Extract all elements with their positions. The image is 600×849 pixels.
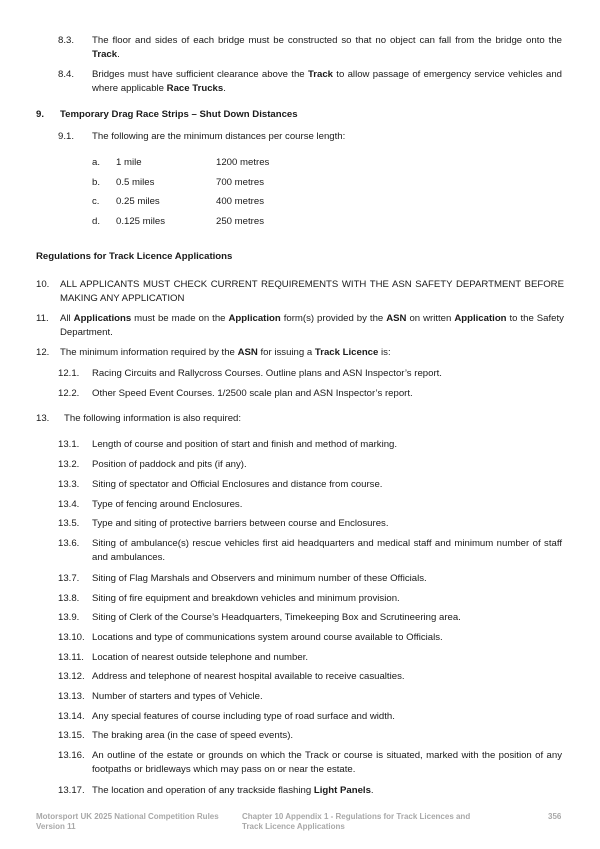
clause-13-8 bbox=[58, 592, 562, 606]
clause-number: 13.7. bbox=[58, 573, 80, 584]
clause-13-1 bbox=[58, 438, 562, 452]
section-9-heading bbox=[36, 108, 298, 122]
clause-13-7 bbox=[58, 572, 562, 586]
distance-letter: a. bbox=[92, 157, 101, 168]
footer-chapter-line: Chapter 10 Appendix 1 - Regulations for Track Licences and bbox=[242, 812, 471, 821]
shutdown-distance: 1200 metres bbox=[216, 157, 270, 168]
course-length: 0.25 miles bbox=[116, 196, 160, 207]
footer-chapter-line: Track Licence Applications bbox=[242, 822, 345, 831]
clause-number: 13.13. bbox=[58, 691, 85, 702]
clause-text: Siting of spectator and Official Enclosures and distance from course. bbox=[92, 479, 383, 490]
clause-text: ALL APPLICANTS MUST CHECK CURRENT REQUIREMENTS WITH THE ASN SAFETY DEPARTMENT BEFORE MAKING ANY APPLICATION bbox=[60, 279, 564, 304]
course-length: 0.125 miles bbox=[116, 216, 166, 227]
distance-row bbox=[92, 176, 264, 190]
clause-10 bbox=[36, 278, 564, 306]
clause-number: 13.15. bbox=[58, 730, 85, 741]
clause-13-12 bbox=[58, 670, 562, 684]
shutdown-distance: 700 metres bbox=[216, 177, 264, 188]
clause-13-5 bbox=[58, 517, 562, 531]
clause-text: Type of fencing around Enclosures. bbox=[92, 499, 243, 510]
clause-number: 13.4. bbox=[58, 499, 80, 510]
clause-text: An outline of the estate or grounds on which the Track or course is situated, marked with the position of any footpaths or bridleways which may pass on or near the estate. bbox=[92, 750, 562, 775]
distance-row bbox=[92, 195, 264, 209]
clause-text: Length of course and position of start and finish and method of marking. bbox=[92, 439, 398, 450]
clause-text: All Applications must be made on the Application form(s) provided by the ASN on written Application to the Safety Department. bbox=[60, 313, 564, 338]
section-title: Temporary Drag Race Strips – Shut Down Distances bbox=[60, 109, 298, 120]
clause-8-4 bbox=[58, 68, 562, 96]
shutdown-distance: 250 metres bbox=[216, 216, 264, 227]
footer-chapter bbox=[242, 812, 470, 832]
course-length: 1 mile bbox=[116, 157, 142, 168]
clause-number: 12. bbox=[36, 347, 50, 358]
clause-number: 13.16. bbox=[58, 750, 85, 761]
clause-13-6 bbox=[58, 537, 562, 565]
clause-12 bbox=[36, 346, 564, 360]
clause-number: 13.8. bbox=[58, 593, 80, 604]
shutdown-distance: 400 metres bbox=[216, 196, 264, 207]
clause-text: The location and operation of any trackside flashing Light Panels. bbox=[92, 785, 374, 796]
clause-9-1 bbox=[58, 130, 562, 144]
footer-title: Motorsport UK 2025 National Competition Rules bbox=[36, 812, 219, 821]
clause-number: 8.4. bbox=[58, 69, 75, 80]
section-number: 9. bbox=[36, 109, 45, 120]
clause-text: Bridges must have sufficient clearance above the Track to allow passage of emergency service vehicles and where applicable Race Trucks. bbox=[92, 69, 562, 94]
clause-13-17 bbox=[58, 784, 562, 798]
clause-13-9 bbox=[58, 611, 562, 625]
clause-13-15 bbox=[58, 729, 562, 743]
distance-letter: b. bbox=[92, 177, 101, 188]
clause-13-4 bbox=[58, 498, 562, 512]
clause-number: 8.3. bbox=[58, 35, 75, 46]
clause-number: 9.1. bbox=[58, 131, 75, 142]
clause-13-2 bbox=[58, 458, 562, 472]
clause-8-3 bbox=[58, 34, 562, 62]
clause-text: Siting of Clerk of the Course’s Headquarters, Timekeeping Box and Scrutineering area. bbox=[92, 612, 461, 623]
clause-text: The minimum information required by the ASN for issuing a Track Licence is: bbox=[60, 347, 391, 358]
footer-publication bbox=[36, 812, 219, 832]
clause-number: 13.10. bbox=[58, 632, 85, 643]
clause-text: The following information is also required: bbox=[64, 413, 242, 424]
clause-text: Position of paddock and pits (if any). bbox=[92, 459, 247, 470]
clause-number: 12.1. bbox=[58, 368, 80, 379]
clause-12-2 bbox=[58, 387, 562, 401]
page-number: 356 bbox=[548, 812, 562, 821]
clause-number: 10. bbox=[36, 279, 50, 290]
clause-text: The braking area (in the case of speed events). bbox=[92, 730, 294, 741]
distance-letter: c. bbox=[92, 196, 100, 207]
clause-text: Siting of fire equipment and breakdown vehicles and minimum provision. bbox=[92, 593, 400, 604]
distance-letter: d. bbox=[92, 216, 101, 227]
clause-number: 13.14. bbox=[58, 711, 85, 722]
clause-text: Number of starters and types of Vehicle. bbox=[92, 691, 263, 702]
clause-text: Siting of Flag Marshals and Observers and minimum number of these Officials. bbox=[92, 573, 427, 584]
course-length: 0.5 miles bbox=[116, 177, 155, 188]
clause-13-14 bbox=[58, 710, 562, 724]
distance-row bbox=[92, 215, 264, 229]
clause-number: 13.1. bbox=[58, 439, 80, 450]
clause-text: Racing Circuits and Rallycross Courses. Outline plans and ASN Inspector’s report. bbox=[92, 368, 442, 379]
clause-number: 12.2. bbox=[58, 388, 80, 399]
clause-number: 13. bbox=[36, 413, 50, 424]
clause-number: 13.17. bbox=[58, 785, 85, 796]
clause-number: 13.5. bbox=[58, 518, 80, 529]
clause-text: Address and telephone of nearest hospital available to receive casualties. bbox=[92, 671, 405, 682]
clause-13-11 bbox=[58, 651, 562, 665]
clause-text: Type and siting of protective barriers between course and Enclosures. bbox=[92, 518, 389, 529]
clause-text: Any special features of course including type of road surface and width. bbox=[92, 711, 395, 722]
distance-row bbox=[92, 156, 269, 170]
clause-number: 13.11. bbox=[58, 652, 84, 663]
clause-text: Siting of ambulance(s) rescue vehicles first aid headquarters and medical staff and minimum number of staff and ambulances. bbox=[92, 538, 562, 563]
clause-text: Location of nearest outside telephone and number. bbox=[92, 652, 309, 663]
clause-13-16 bbox=[58, 749, 562, 777]
clause-13-13 bbox=[58, 690, 562, 704]
clause-number: 13.3. bbox=[58, 479, 80, 490]
clause-text: Locations and type of communications system around course available to Officials. bbox=[92, 632, 443, 643]
clause-12-1 bbox=[58, 367, 562, 381]
regulations-heading: Regulations for Track Licence Applications bbox=[36, 251, 233, 262]
clause-number: 13.12. bbox=[58, 671, 85, 682]
clause-number: 11. bbox=[36, 313, 49, 324]
footer-version: Version 11 bbox=[36, 822, 76, 831]
clause-number: 13.6. bbox=[58, 538, 80, 549]
clause-13 bbox=[36, 412, 241, 426]
clause-text: Other Speed Event Courses. 1/2500 scale plan and ASN Inspector’s report. bbox=[92, 388, 413, 399]
clause-11 bbox=[36, 312, 564, 340]
clause-number: 13.2. bbox=[58, 459, 80, 470]
clause-text: The following are the minimum distances per course length: bbox=[92, 131, 346, 142]
clause-13-10 bbox=[58, 631, 562, 645]
clause-text: The floor and sides of each bridge must be constructed so that no object can fall from the bridge onto the Track. bbox=[92, 35, 562, 60]
clause-number: 13.9. bbox=[58, 612, 80, 623]
clause-13-3 bbox=[58, 478, 562, 492]
